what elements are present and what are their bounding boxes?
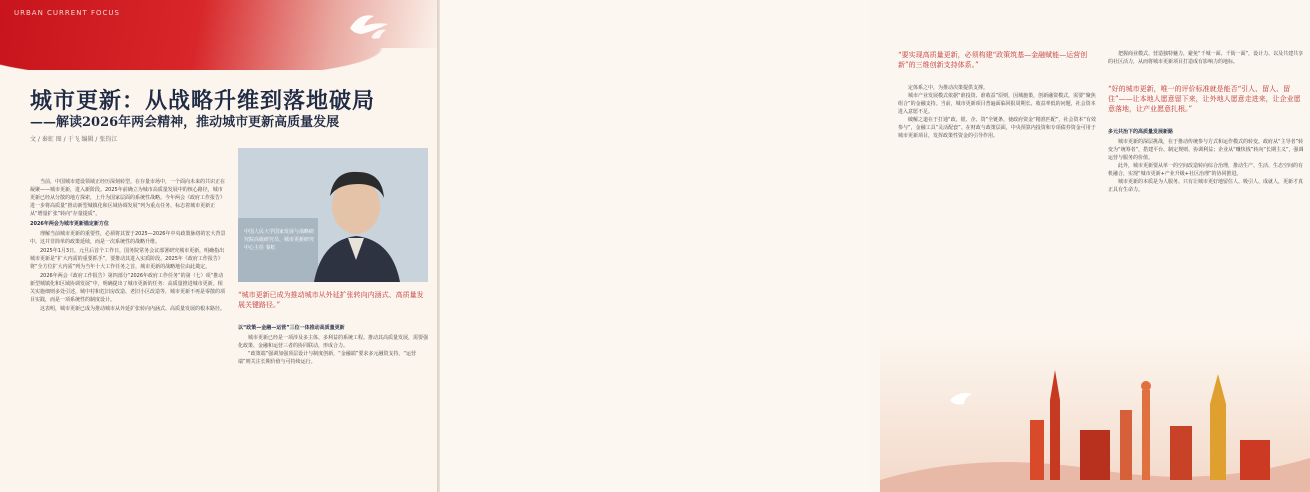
photo-caption: 中国人民大学国家发展与战略研究院高级研究员、城市更新研究中心主任 秦虹 [244, 229, 315, 251]
column-tag: URBAN CURRENT FOCUS [14, 9, 120, 17]
paragraph: 把握商业模式、营造独特魅力，避免“千城一面、千街一面”，设计力、以及共建共享的社区活力，从而将城市更新项目打造成有影响力的地标。 [1108, 51, 1304, 65]
paragraph: 城市更新已经是一项涉及多主体、多利益的系统工程。推动其高质量发展，需要强化政策、金融和运营三者的协同联动，形成合力。 [238, 335, 429, 349]
paragraph: 2025年1月3日，元旦后首个工作日，国务院常务会议部署研究城市更新，明确指出城市更新是“扩大内需的重要抓手”，要推动其进入实质阶段。2025年《政府工作报告》将“全方位扩大内需”列为当年十大工作任务之首，城市更新的战略地位由此奠定。 [30, 248, 225, 270]
pull-quote-mid: “好的城市更新，唯一的评价标准就是能否“引人、留人、留住”——让本地人愿意留下来，让外地人愿意走进来，让企业愿意落地，让产业愿意扎根。” [1108, 85, 1301, 113]
paragraph: “政策端”强调加强顶层设计与制度创新，“金融端”要求多元融资支持，“运营端”则关注长期价值与可持续运行。 [238, 351, 416, 365]
paragraph: 城市更新的深层挑战，在于推动传统参与方式和运作模式的转变。政府从“主导者”转变为“统筹者”，搭建平台、制定规则、协调利益；企业从“赚快钱”转向“长期主义”，强调运营与服务的价值。 [1108, 139, 1304, 161]
paragraph: 此外，城市更新要从单一的空间改造转向综合治理，推动生产、生活、生态空间的有机融合，实现“城市更新+产业升级+社区治理”的协同推进。 [1108, 163, 1304, 177]
paragraph: 破解之道在于打通“政、银、企、资”全链条，使政府资金“精准匹配”，社会资本“有效参与”，金融工具“灵活配套”。在财政与政策层面，中央预算内投资和专项债券资金可用于城市更新项目，发挥政策性资金的引导作用。 [898, 117, 1096, 139]
section-heading: 2026年两会为城市更新锚定新方位 [30, 221, 109, 227]
left-column-2 [238, 322, 428, 366]
right-page [440, 0, 1304, 492]
section-heading: 多元共治下的高质量发展新路 [1108, 129, 1174, 135]
city-skyline-illustration [880, 330, 1310, 492]
paragraph: 理解当前城市更新的重要性，必须将其置于2025—2026年中央政策脉络的宏大背景中。这并非简单的政策延续，而是一次系统性的战略升维。 [30, 231, 226, 245]
left-page [0, 0, 438, 492]
right-column-2 [1108, 50, 1304, 66]
author-photo [238, 148, 428, 282]
byline: 文 / 秦虹 图 / 于飞 编辑 / 张钧江 [30, 136, 118, 143]
paragraph: 这表明，城市更新已成为推动城市从外延扩张转向内涵式、高质量发展的根本路径。 [40, 306, 226, 312]
section-heading: 以“政策—金融—运营”三位一体推动高质量更新 [238, 325, 345, 331]
paragraph: 2026年两会《政府工作报告》第四部分“2026年政府工作任务”的第（七）项“推动新型城镇化和区域协调发展”中，明确提出了城市更新的任务：高质量推进城市更新。相关实施细则多处引述，城中村和危旧房改造、老旧小区改造等，城市更新不再是零散的项目实践，而是一项系统性的制度设计。 [30, 273, 226, 303]
banner-swoosh [0, 48, 438, 88]
page-subtitle: ——解读2026年两会精神，推动城市更新高质量发展 [30, 115, 340, 130]
pull-quote-top: “要实现高质量更新，必须构建“政策筑基—金融赋能—运营创新”的三维创新支持体系。” [898, 51, 1088, 69]
right-column-2b [1108, 126, 1304, 194]
page-title: 城市更新：从战略升维到落地破局 [30, 88, 376, 114]
paragraph: 定体系之中，为推动决策提供支撑。 [908, 85, 989, 91]
paragraph: 当前，中国城市建设领域正经历深刻转型。在存量市场中，一个面向未来的共识正在凝聚——城市更新，进入新阶段。2025年前确立为城市高质量发展中的核心路径，城市更新已经从分散的地方探索，上升为国家层面的系统性战略。今年两会《政府工作报告》进一步将高质量“推动新型城镇化和区域协调发展”列为重点任务，标志着城市更新正从“增量扩张”转向“存量提质”。 [30, 179, 226, 217]
paragraph: 城市产业发展模式依据“谁投资、谁收益”原则，因城施策，创新融资模式，需要“聚焦组合”的金融支持。当前，城市更新项目普遍面临回报周期长、收益率低的问题，社会资本进入意愿不足。 [898, 93, 1096, 115]
pull-quote: “城市更新已成为推动城市从外延扩张转向内涵式、高质量发展关键路径。” [238, 291, 424, 309]
dove-icon [340, 6, 400, 46]
portrait-illustration [238, 148, 428, 282]
right-column-1 [898, 84, 1096, 140]
left-column-1 [30, 178, 226, 314]
paragraph: 城市更新的本质是为人服务。只有让城市更好地留住人、吸引人、成就人，更新才真正具有生命力。 [1108, 179, 1304, 193]
